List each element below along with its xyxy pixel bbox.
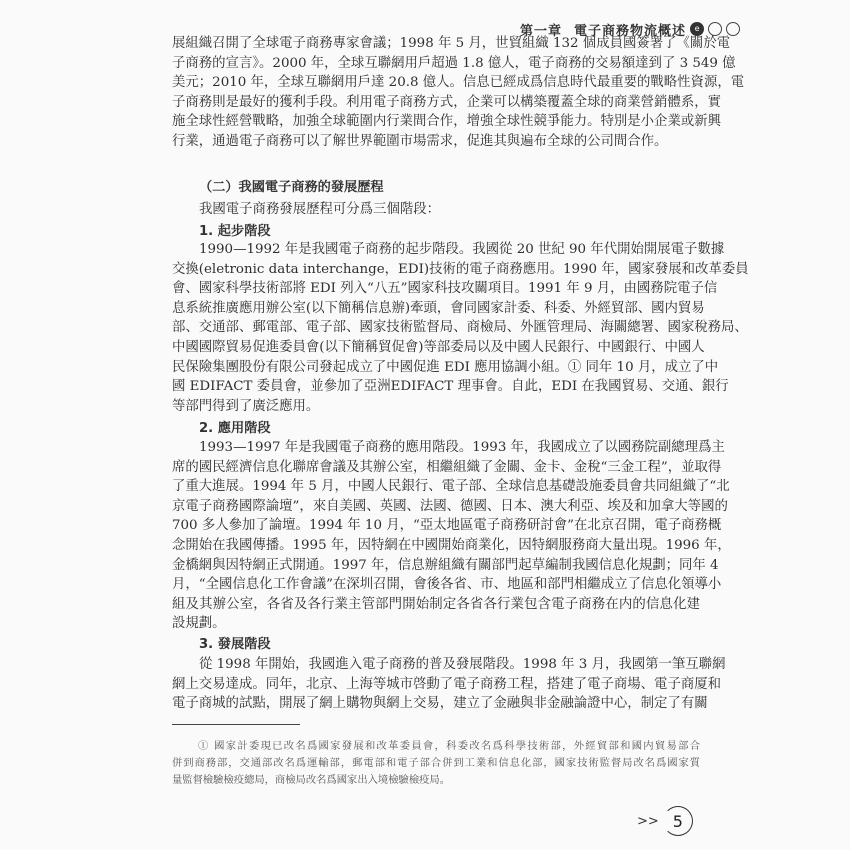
text-line: 民保險集團股份有限公司發起成立了中國促進 EDI 應用協調小組。① 同年 10 月，成立了中 xyxy=(172,359,719,375)
text-line: 展組織召開了全球電子商務專家會議；1998 年 5 月，世貿組織 132 個成員國簽署了《關於電 xyxy=(172,36,731,51)
text-line: ① 國家計委現已改名爲國家發展和改革委員會，科委改名爲科學技術部，外經貿部和國内貿易部合 xyxy=(198,740,700,752)
text-line: 中國國際貿易促進委員會(以下簡稱貿促會)等部委局以及中國人民銀行、中國銀行、中國人 xyxy=(172,339,705,355)
text-line: 子商務則是最好的獲利手段。利用電子商務方式，企業可以構築覆蓋全球的商業營銷體系，實 xyxy=(172,94,722,110)
circle-icon xyxy=(708,22,722,36)
text-line: 併到商務部，交通部改名爲運輸部，郵電部和電子部合併到工業和信息化部，國家技術監督局改名爲國家質 xyxy=(172,757,700,769)
text-line: 國 EDIFACT 委員會，並參加了亞洲EDIFACT 理事會。自此，EDI 在我國貿易、交通、銀行 xyxy=(172,379,729,395)
text-line: 1990—1992 年是我國電子商務的起步階段。我國從 20 世紀 90 年代開始開展電子數據 xyxy=(199,242,725,257)
text-line: 等部門得到了廣泛應用。 xyxy=(172,398,320,414)
stage-paragraph-1 xyxy=(172,240,749,416)
text-line: 施全球性經營戰略，加強全球範圍内行業間合作，增強全球性競爭能力。特別是小企業或新興 xyxy=(172,114,722,130)
stage-paragraph-2 xyxy=(172,438,731,634)
circle-icon xyxy=(726,22,740,36)
intro-paragraph xyxy=(172,34,745,152)
e-logo-icon: e xyxy=(690,22,704,36)
page-number xyxy=(637,806,693,836)
page-arrows: >> xyxy=(637,813,659,829)
chapter-number: 第一章 xyxy=(520,23,563,39)
text-line: 會、國家科學技術部將 EDI 列入“八五”國家科技攻關項目。1991 年 9 月，由國務院電子信 xyxy=(172,281,718,297)
text-line: 700 多人參加了論壇。1994 年 10 月，“亞太地區電子商務研討會”在北京召開，電子商務概 xyxy=(172,518,722,534)
text-line: 部、交通部、郵電部、電子部、國家技術監督局、商檢局、外匯管理局、海關總署、國家稅務局、 xyxy=(172,320,748,336)
text-line: 美元；2010 年，全球互聯網用戶達 20.8 億人。信息已經成爲信息時代最重要的戰略性資源，電 xyxy=(172,75,745,91)
text-line: 月，“全國信息化工作會議”在深圳召開，會後各省、市、地區和部門相繼成立了信息化領導小 xyxy=(172,577,722,593)
footnote-separator xyxy=(172,724,300,725)
text-line: 念開始在我國傳播。1995 年，因特網在中國開始商業化，因特網服務商大量出現。1996 年， xyxy=(172,537,731,553)
text-line: 了重大進展。1994 年 5 月，中國人民銀行、電子部、全球信息基礎設施委員會共同組織了“北 xyxy=(172,479,730,495)
text-line: 息系統推廣應用辦公室(以下簡稱信息辦)牽頭，會同國家計委、科委、外經貿部、國内貿易 xyxy=(172,300,705,316)
footnote xyxy=(172,738,700,789)
text-line: 行業，通過電子商務可以了解世界範圍市場需求，促進其與遍布全球的公司間合作。 xyxy=(172,133,668,149)
section-heading: （二）我國電子商務的發展歷程 xyxy=(199,180,384,195)
text-line: 金橋網與因特網正式開通。1997 年，信息辦組織有關部門起草編制我國信息化規劃；同年 4 xyxy=(172,557,719,573)
stage-heading-1: 1. 起步階段 xyxy=(199,224,271,239)
text-line: 網上交易達成。同年，北京、上海等城市啓動了電子商務工程，搭建了電子商場、電子商厦和 xyxy=(172,676,722,692)
page-number-value: 5 xyxy=(663,806,693,836)
text-line: 1993—1997 年是我國電子商務的應用階段。1993 年，我國成立了以國務院副總理爲主 xyxy=(199,440,725,455)
section-intro: 我國電子商務發展歷程可分爲三個階段： xyxy=(199,202,441,217)
text-line: 組及其辦公室，各省及各行業主管部門開始制定各省各行業包含電子商務在内的信息化建 xyxy=(172,596,700,612)
text-line: 從 1998 年開始，我國進入電子商務的普及發展階段。1998 年 3 月，我國第一筆互聯網 xyxy=(199,657,726,672)
text-line: 交換(eletronic data interchange，EDI)技術的電子商務應用。1990 年，國家發展和改革委員 xyxy=(172,261,749,277)
stage-heading-2: 2. 應用階段 xyxy=(199,421,271,436)
text-line: 設規劃。 xyxy=(172,616,226,632)
chapter-name: 電子商務物流概述 xyxy=(574,23,687,39)
stage-paragraph-3 xyxy=(172,655,726,714)
text-line: 電子商城的試點，開展了網上購物與網上交易，建立了金融與非金融論證中心，制定了有關 xyxy=(172,696,708,712)
text-line: 京電子商務國際論壇”，來自美國、英國、法國、德國、日本、澳大利亞、埃及和加拿大等國的 xyxy=(172,498,728,514)
text-line: 量監督檢驗檢疫總局，商檢局改名爲國家出入境檢驗檢疫局。 xyxy=(172,774,451,786)
text-line: 子商務的宣言》。2000 年，全球互聯網用戶超過 1.8 億人，電子商務的交易額達到了 3 549 億 xyxy=(172,55,736,71)
stage-heading-3: 3. 發展階段 xyxy=(199,637,271,652)
text-line: 席的國民經濟信息化聯席會議及其辦公室，相繼組織了金關、金卡、金稅“三金工程”，並取得 xyxy=(172,459,722,475)
